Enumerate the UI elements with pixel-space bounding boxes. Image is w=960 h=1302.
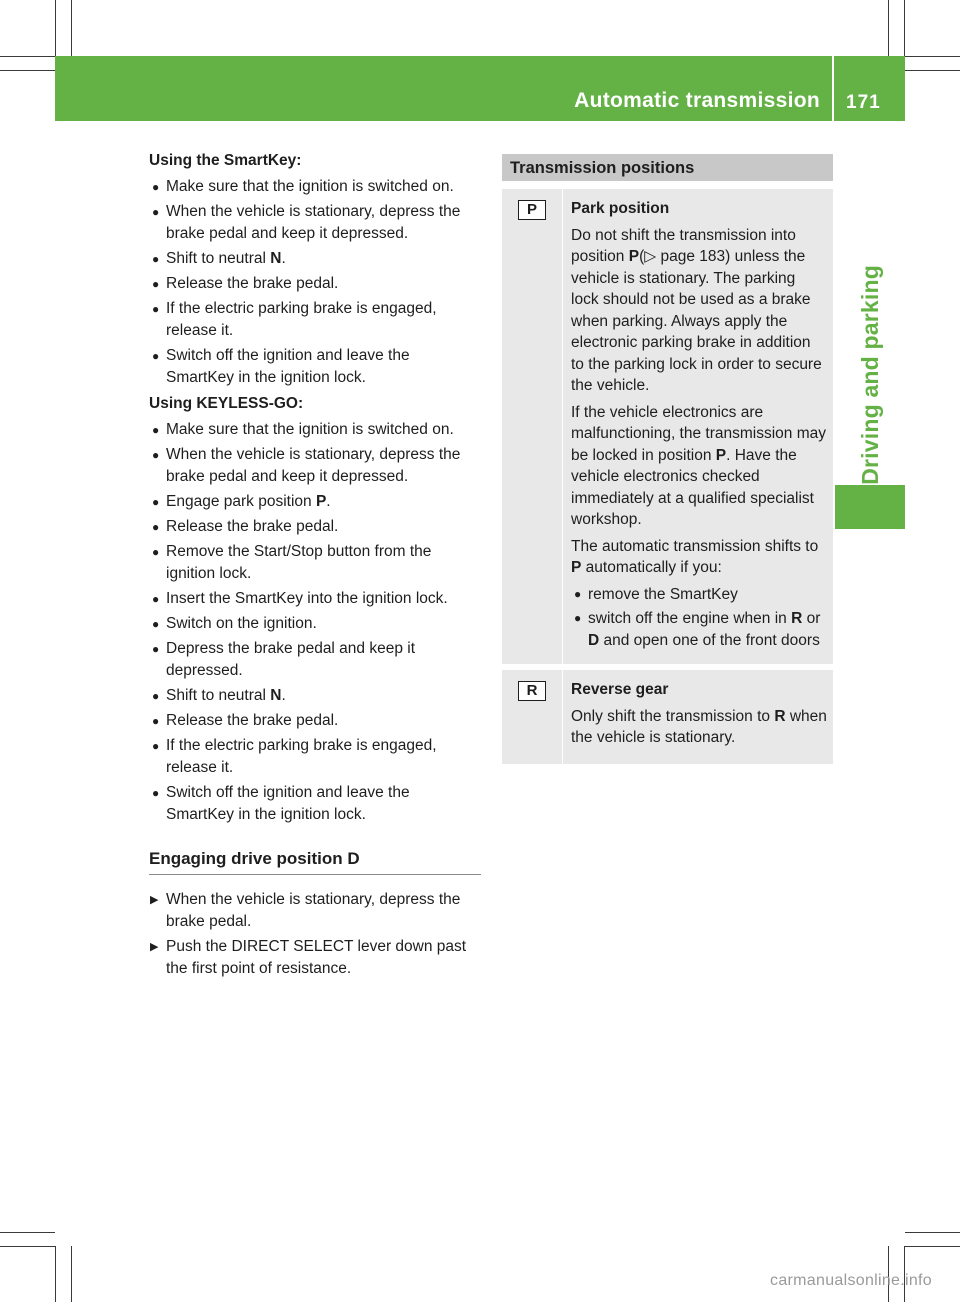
position-key: R (791, 610, 803, 627)
list-item (149, 613, 481, 635)
list-item-text: Remove the Start/Stop button from the ignition lock. (166, 543, 432, 582)
text-run: Only shift the transmission to (571, 707, 775, 725)
list-item-text: Release the brake pedal. (166, 275, 339, 292)
text-run: switch off the engine when in (588, 610, 792, 627)
position-key: N (270, 250, 282, 267)
list-item (149, 588, 481, 610)
bullet-dot-icon: ● (152, 180, 160, 194)
list-item-tail: . (281, 250, 286, 267)
table-row (502, 189, 833, 664)
row-paragraph (571, 536, 827, 579)
crop-mark (905, 56, 960, 57)
list-item-text: Insert the SmartKey into the ignition lock. (166, 590, 448, 607)
bullet-dot-icon: ● (152, 592, 160, 606)
table-heading: Transmission positions (502, 154, 833, 181)
crop-mark (0, 1232, 55, 1233)
list-item-text: When the vehicle is stationary, depress the brake pedal. (166, 891, 461, 930)
list-item-text: Switch on the ignition. (166, 615, 317, 632)
crop-mark (905, 1246, 960, 1247)
list-item-text: Release the brake pedal. (166, 712, 339, 729)
list-item (149, 638, 481, 682)
position-key: P (628, 248, 640, 265)
bullet-dot-icon: ● (574, 586, 582, 601)
description-cell (563, 189, 833, 664)
table-row (502, 664, 833, 764)
bullet-dot-icon: ● (152, 714, 160, 728)
crop-mark (55, 1246, 56, 1302)
list-item (149, 298, 481, 342)
crop-mark (0, 56, 55, 57)
bullet-dot-icon: ● (152, 520, 160, 534)
text-run: If the vehicle electronics are malfunctioning, the transmission may be locked in position (571, 403, 827, 464)
text-run: (▷ page 183) unless the vehicle is stationary. The parking lock should not be used as a brake when parking. Always apply the electronic parking brake in addition to the parking lock in order to secure the vehicle. (571, 248, 822, 394)
bullet-dot-icon: ● (152, 205, 160, 219)
bullet-dot-icon: ● (152, 302, 160, 316)
keyless-list (149, 419, 481, 826)
smartkey-heading: Using the SmartKey: (149, 152, 302, 169)
crop-mark (904, 0, 905, 56)
list-item (149, 782, 481, 826)
text-run: and open one of the front doors (599, 631, 820, 649)
bullet-dot-icon: ● (574, 611, 582, 625)
list-item-text: If the electric parking brake is engaged, release it. (166, 300, 437, 339)
crop-mark (888, 0, 889, 56)
row-paragraph (571, 706, 827, 749)
table-rows (502, 189, 833, 764)
gear-position-p-icon: P (518, 200, 546, 220)
crop-mark (905, 1232, 960, 1233)
list-item (571, 608, 827, 651)
list-item-text: Shift to neutral (166, 687, 271, 704)
list-item (149, 735, 481, 779)
bullet-dot-icon: ● (152, 739, 160, 753)
list-item (149, 273, 481, 295)
keyless-heading: Using KEYLESS-GO: (149, 395, 304, 412)
list-item-text: Release the brake pedal. (166, 518, 339, 535)
gear-position-r-icon: R (518, 681, 546, 701)
left-column (149, 150, 481, 983)
list-item (149, 419, 481, 441)
list-item-tail: . (326, 493, 331, 510)
list-item-tail: . (281, 687, 286, 704)
row-title: Park position (571, 200, 670, 217)
row-paragraph (571, 225, 827, 397)
row-paragraph (571, 402, 827, 531)
position-key: P (715, 446, 727, 464)
text-run: Do not shift the transmission into position (571, 226, 796, 265)
list-item (149, 248, 481, 270)
smartkey-list (149, 176, 481, 389)
bullet-dot-icon: ● (152, 252, 160, 266)
list-item (571, 584, 827, 606)
page-title: Automatic transmission (574, 89, 820, 112)
list-item (149, 345, 481, 389)
list-item (149, 201, 481, 245)
list-item (149, 889, 481, 933)
list-item (149, 710, 481, 732)
header-separator (832, 56, 834, 121)
list-item (149, 176, 481, 198)
text-run: when the vehicle is stationary. (571, 707, 827, 746)
bullet-dot-icon: ● (152, 423, 160, 437)
watermark: carmanualsonline.info (770, 1272, 932, 1289)
list-item-text: Switch off the ignition and leave the SmartKey in the ignition lock. (166, 347, 410, 386)
page-number: 171 (846, 92, 881, 113)
list-item-text: Make sure that the ignition is switched on. (166, 178, 454, 195)
section-heading: Engaging drive position D (149, 848, 481, 875)
list-item (149, 444, 481, 488)
list-item (149, 516, 481, 538)
crop-mark (905, 70, 960, 71)
row-bullets (571, 584, 827, 652)
list-item-text: If the electric parking brake is engaged, release it. (166, 737, 437, 776)
chapter-marker (835, 485, 905, 529)
text-run: or (802, 610, 821, 627)
crop-mark (55, 0, 56, 56)
list-item-text: When the vehicle is stationary, depress the brake pedal and keep it depressed. (166, 203, 461, 242)
crop-mark (0, 1246, 55, 1247)
bullet-dot-icon: ● (152, 689, 160, 703)
symbol-cell (502, 189, 563, 664)
triangle-right-icon: ▶ (150, 941, 159, 953)
bullet-dot-icon: ● (152, 448, 160, 462)
crop-mark (71, 1246, 72, 1302)
text-run: The automatic transmission shifts to (571, 537, 819, 555)
bullet-dot-icon: ● (152, 617, 160, 631)
list-item-text: Push the DIRECT SELECT lever down past the first point of resistance. (166, 938, 467, 977)
row-title: Reverse gear (571, 681, 669, 698)
symbol-cell (502, 670, 563, 764)
list-item-text: Engage park position (166, 493, 316, 510)
position-key: D (588, 631, 600, 649)
text-run: . Have the vehicle electronics checked immediately at a qualified specialist workshop. (571, 446, 814, 528)
position-key: N (270, 687, 282, 704)
table-gap (502, 181, 833, 189)
list-item (149, 491, 481, 513)
list-item (149, 541, 481, 585)
chapter-title: Driving and parking (856, 265, 883, 485)
bullet-dot-icon: ● (152, 349, 160, 363)
description-cell (563, 670, 833, 764)
position-key: P (315, 493, 327, 510)
bullet-dot-icon: ● (152, 642, 160, 656)
list-item (149, 936, 481, 980)
list-item-text: Depress the brake pedal and keep it depressed. (166, 640, 416, 679)
text-run: remove the SmartKey (588, 585, 738, 603)
bullet-dot-icon: ● (152, 786, 160, 800)
transmission-positions-table (502, 154, 833, 764)
list-item-text: Make sure that the ignition is switched on. (166, 421, 454, 438)
bullet-dot-icon: ● (152, 495, 160, 509)
list-item-text: When the vehicle is stationary, depress the brake pedal and keep it depressed. (166, 446, 461, 485)
position-key: P (571, 559, 582, 576)
crop-mark (71, 0, 72, 56)
list-item (149, 685, 481, 707)
list-item-text: Switch off the ignition and leave the SmartKey in the ignition lock. (166, 784, 410, 823)
side-tab (835, 121, 905, 485)
triangle-right-icon: ▶ (150, 894, 159, 906)
position-key: R (774, 707, 786, 725)
crop-mark (0, 70, 55, 71)
steps-list (149, 889, 481, 980)
bullet-dot-icon: ● (152, 545, 160, 559)
text-run: automatically if you: (581, 559, 722, 576)
list-item-text: Shift to neutral (166, 250, 271, 267)
bullet-dot-icon: ● (152, 277, 160, 291)
